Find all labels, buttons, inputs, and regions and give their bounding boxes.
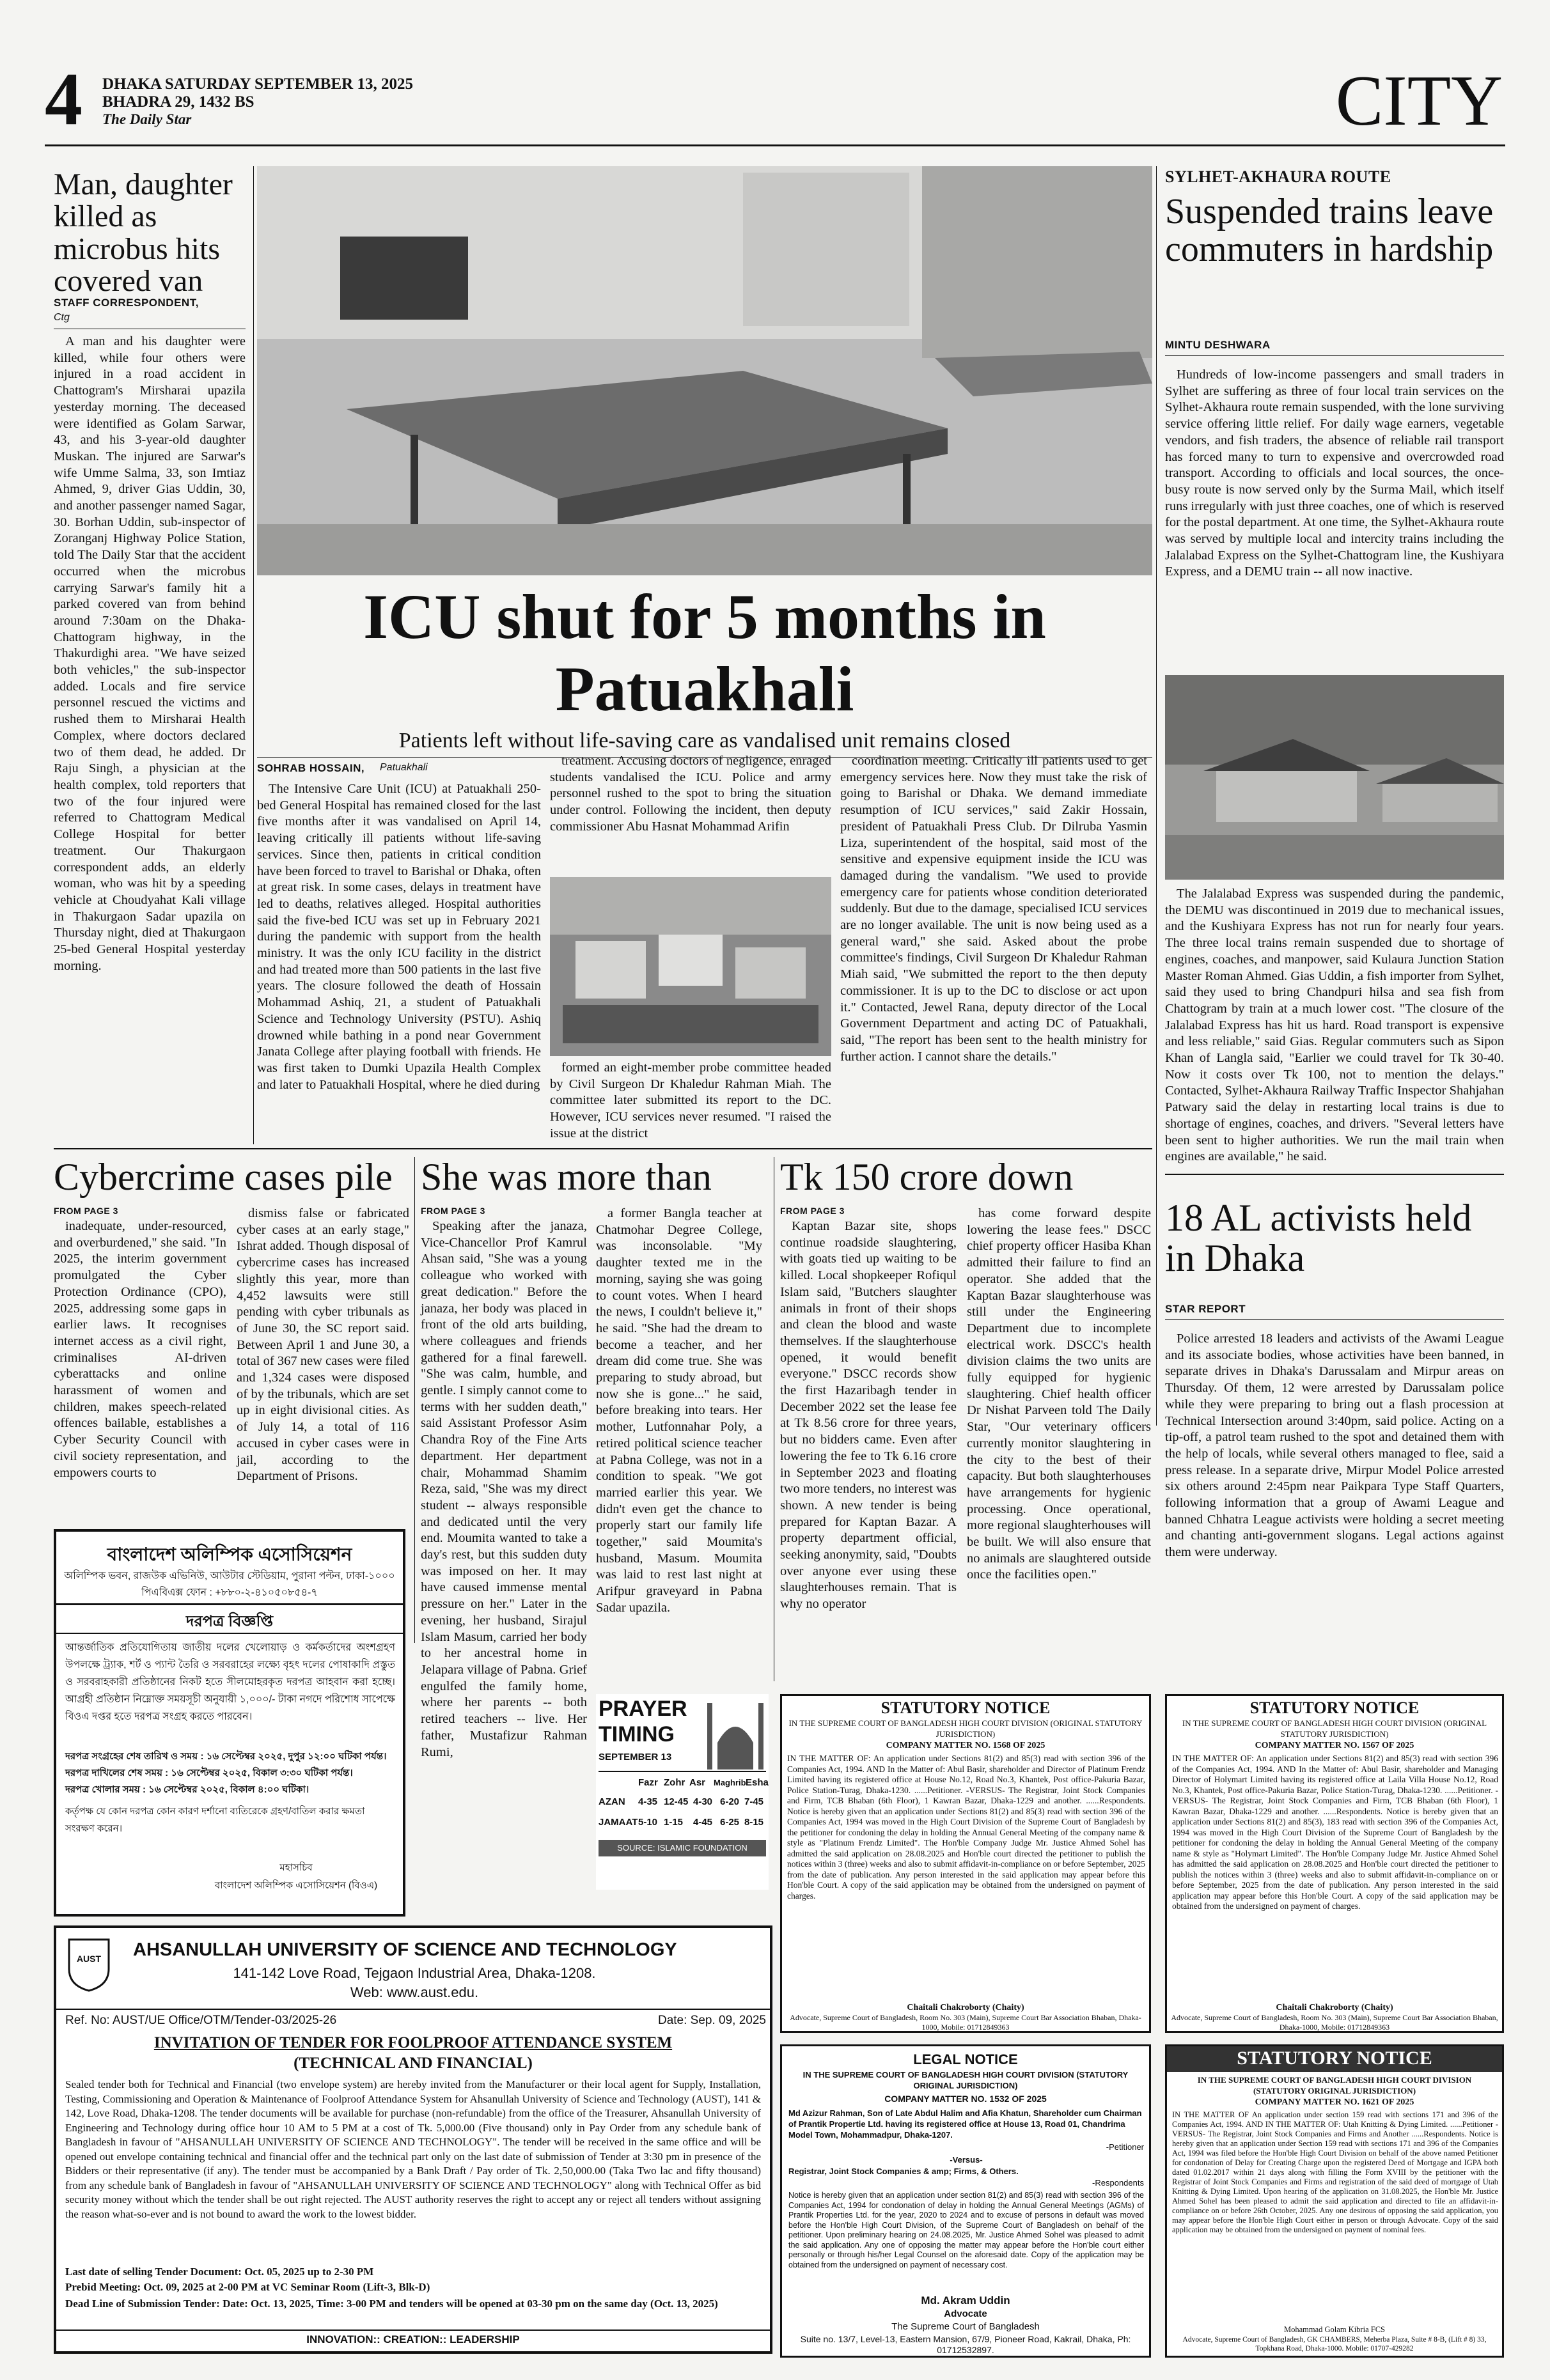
al-byline: STAR REPORT bbox=[1165, 1303, 1246, 1315]
aust-date: Date: Sep. 09, 2025 bbox=[657, 2014, 766, 2027]
she-col1: Speaking after the janaza, Vice-Chancellor Prof Kamrul Ahsan said, "She was a young colleague who worked with great dedication." Before the janaza, her body was placed in front of the old arts building, where colleagues and friends gathered for a final farewell. "She was calm, humble, and gentle. I simply cannot come to terms with her sudden death," said Assistant Professor Asim Chandra Roy of the Fine Arts department. Her department chair, Mohammad Shamim Reza, said, "She was my direct student -- always responsible and dedicated until the very end. Moumita wanted to take a day's rest, but this sudden duty was imposed on her. It may have caused immense mental pressure on her." Later in the evening, her husband, Sirajul Islam Masum, carried her body to her ancestral home in Jelapara village of Pabna. Grief engulfed the family home, where her parents -- both retired teachers -- live. Her father, Mustafizur Rahman Rumi, bbox=[421, 1219, 587, 1759]
al-headline: 18 AL activists held in Dhaka bbox=[1165, 1197, 1472, 1279]
prayer-cell: 4-30 bbox=[693, 1796, 713, 1807]
van-place: Ctg bbox=[54, 312, 70, 323]
prayer-cell: 8-15 bbox=[744, 1817, 764, 1828]
prayer-title2: TIMING bbox=[599, 1722, 675, 1746]
mosque-icon bbox=[705, 1698, 766, 1769]
notice2-desig: Advocate, Supreme Court of Bangladesh, Room No. 303 (Main), Supreme Court Bar Association Bhaban, Dhaka-1000, Mobile: 01712849363 bbox=[1171, 2013, 1498, 2032]
legal-signer: Md. Akram Uddin bbox=[921, 2294, 1010, 2306]
icu-headline: ICU shut for 5 months in Patuakhali bbox=[363, 581, 1046, 724]
prayer-date: SEPTEMBER 13 bbox=[599, 1752, 672, 1762]
page-number: 4 bbox=[45, 57, 82, 141]
olympic-line1: দরপত্র সংগ্রহের শেষ তারিখ ও সময় : ১৬ সেপ্টেম্বর ২০২৫, দুপুর ১২:০০ ঘটিকা পর্যন্ত। bbox=[65, 1751, 387, 1762]
aust-tender-ad bbox=[54, 1925, 772, 2354]
aust-ref: Ref. No: AUST/UE Office/OTM/Tender-03/2025-26 bbox=[65, 2014, 337, 2027]
legal-respondents: -Respondents bbox=[1092, 2178, 1144, 2188]
cyber-headline: Cybercrime cases pile bbox=[54, 1156, 393, 1198]
notice2-title: STATUTORY NOTICE bbox=[1249, 1699, 1420, 1717]
icu-beds-illustration bbox=[257, 166, 1152, 575]
aust-rule bbox=[56, 2009, 770, 2010]
prayer-row-jamaat bbox=[599, 1817, 766, 1832]
she-from: FROM PAGE 3 bbox=[421, 1206, 485, 1216]
prayer-rule bbox=[599, 1771, 766, 1772]
van-body: A man and his daughter were killed, while four others were injured in a road accident in Chattogram's Mirsharai upazila yesterday morning. The deceased were identified as Golam Sarwar, 43, and his 3-year-old daughter Muskan. The injured are Sarwar's wife Umme Salma, 33, son Imtiaz Ahmed, 9, driver Gias Uddin, 30, and another passenger named Sagar, 30. Borhan Uddin, sub-inspector of Zoranganj Highway Police Station, told The Daily Star that the accident occurred when the microbus carrying Sarwar's family hit a parked covered van from behind around 7:30am on the Dhaka-Chattogram highway, in the Thakurdighi area. "We have seized both vehicles," the sub-inspector added. Locals and fire service personnel rescued the victims and rushed them to Mirsharai Health Complex, where doctors declared two of them dead, he added. Dr Raju Singh, a physician at the health complex, told reporters that two of the four injured were referred to Chattogram Medical College Hospital for better treatment. Our Thakurgaon correspondent adds, an elderly woman, who was hit by a speeding vehicle at Choudyahat Kali village in Thakurgaon Sadar upazila on Thursday night, died at Thakurgaon 25-bed General Hospital yesterday morning. bbox=[54, 334, 246, 973]
aust-name: AHSANULLAH UNIVERSITY OF SCIENCE AND TECHNOLOGY bbox=[133, 1940, 677, 1960]
prayer-header-fazr: Fazr bbox=[638, 1777, 658, 1788]
masthead-rule bbox=[45, 144, 1505, 146]
legal-party2: Registrar, Joint Stock Companies & amp; Firms, & Others. bbox=[788, 2166, 1019, 2176]
prayer-header-asr: Asr bbox=[689, 1777, 706, 1788]
notice2-body: IN THE MATTER OF: An application under Sections 81(2) and 85(3) read with section 396 of the Companies Act, 1994. AND In the Matter of: Abul Basir, shareholder and Managing Director of Holymart Limited having its registered office at Laila Villa House No.12, Road No.3, Khantek, Post office-Pakuria Bazar, Police Station-Turag, Dhaka-1230. ......Petitioner. -VERSUS- The Registrar, Joint Stock Companies and Firm, TCB Bhaban (6th Floor), 1 Kawran Bazar, Dhaka-1229 and another. ......Respondents. Notice is hereby given that an application under Sections 81(2) and 85(3), 183 read with section 396 of the Companies Act, 1994 was moved in the High Court Division of the Supreme Court of Bangladesh by the petitioner for condoning the delay in holding the Annual General Meeting of the company name & style as "Holymart Limited". The Hon'ble Company Judge Mr. Justice Ahmed Sohel has admitted the said application on 28.08.2025 and Hon'ble court directed the petitioner to publish the notices within 3 (three) weeks and also to submit affidavit-in-compliance on or before September, 2025 from the date of publication. Any person interested in the said application may appear before this Hon'ble Court. A copy of the said application may be obtained from the undersigned on payment of charges. bbox=[1172, 1754, 1498, 1911]
notice3-desig: Advocate, Supreme Court of Bangladesh, GK CHAMBERS, Meherba Plaza, Suite # 8-B, (Lift # 8) 33, Topkhana Road, Dhaka-1000. Mobile: 01707-429282 bbox=[1182, 2336, 1487, 2353]
al-rule bbox=[1165, 1174, 1504, 1175]
olympic-rule-2 bbox=[56, 1633, 403, 1634]
statutory-notice-2 bbox=[1165, 1694, 1504, 2033]
aust-address: 141-142 Love Road, Tejgaon Industrial Area, Dhaka-1208. bbox=[233, 1965, 596, 1981]
cyber-col2: dismiss false or fabricated cyber cases at an early stage," Ishrat added. Though disposal of cybercrime cases has increased slightly this year, more than 4,452 lawsuits were still pending with cyber tribunals as of June 30, the SC report said. Between April 1 and June 30, a total of 367 new cases were filed and 1,324 cases were disposed of by the tribunals, which are set up in eight divisional cities. As of July 14, a total of 116 accused in cyber cases were in jail, according to the Department of Prisons. bbox=[237, 1206, 409, 1484]
col-divider-right bbox=[1156, 166, 1157, 1426]
legal-party1: Md Azizur Rahman, Son of Late Abdul Halim and Afia Khatun, Shareholder cum Chairman of Prantik Propertie Ltd. having its registered office at House 13, Road 01, Chandrima Model Town, Mohammadpur, Dhaka-1207. bbox=[788, 2108, 1142, 2140]
icu-col2: treatment. Accusing doctors of negligence, enraged students vandalised the ICU. Police and army personnel rushed to the spot to bring the situation under control. Following the incident, then deputy commissioner Abu Hasnat Mohammad Arifin bbox=[550, 754, 831, 834]
icu-col1: The Intensive Care Unit (ICU) at Patuakhali 250-bed General Hospital has remained closed for the last five months after it was vandalised on April 14, leaving critically ill patients without life-saving services. Since then, patients in critical condition have been forced to travel to Barishal or Dhaka, often at great risk. In some cases, delays in treatment have led to deaths, relatives alleged. Hospital authorities said the five-bed ICU was set up in February 2021 during the pandemic with support from the health ministry. It was the only ICU facility in the district and had treated more than 500 patients in the last five years. The closure followed the death of Hossain Mohammad Ashiq, 21, a student of Patuakhali Science and Technology University (PSTU). Ashiq drowned while bathing in a pond near Government Janata College after playing football with friends. He was first taken to Dumki Upazila Health Complex and later to Patuakhali Hospital, where he died during bbox=[257, 782, 541, 1092]
trains-body1: Hundreds of low-income passengers and small traders in Sylhet are suffering as three of four local train services on the Sylhet-Akhaura route remain suspended, with the lone surviving service offering little relief. For daily wage earners, vegetable vendors, and fish traders, the absence of reliable rail transport has forced many to turn to expensive and overcrowded road transport. According to officials and local sources, the once-busy route is now served only by the Surma Mail, which itself runs irregularly with just three coaches, one of which is reserved for the postal department. At one time, the Sylhet-Akhaura route was served by multiple local and intercity trains including the Jalalabad Express on the Sylhet-Chattogram line, the Kushiyara Express, and a DEMU train -- all now inactive. bbox=[1165, 368, 1504, 579]
legal-petitioner: -Petitioner bbox=[1106, 2142, 1144, 2152]
prayer-title1: PRAYER bbox=[599, 1697, 687, 1721]
legal-address: Suite no. 13/7, Level-13, Eastern Mansion, 67/9, Pioneer Road, Kakrail, Dhaka, Ph: 01712532897. bbox=[800, 2334, 1131, 2355]
tk-col1: Kaptan Bazar site, shops continue roadside slaughtering, with goats tied up waiting to be killed. Local shopkeeper Rofiqul Islam said, "Butchers slaughter animals in front of their shops and clean the blood and waste themselves. If the slaughterhouse opened, it would benefit everyone." DSCC records show the first Hazaribagh tender in December 2022 set the lease fee at Tk 8.56 crore for three years, but no bidders came. Even after lowering the fee to Tk 6.16 crore in September 2023 and floating two more tenders, no interest was shown. A new tender is being prepared for Kaptan Bazar. A property department official, seeking anonymity, said, "Doubts over anyone ever using these slaughterhouses remain. That is why no operator bbox=[780, 1219, 957, 1612]
aust-title2: (TECHNICAL AND FINANCIAL) bbox=[294, 2055, 533, 2072]
notice3-title: STATUTORY NOTICE bbox=[1237, 2048, 1432, 2069]
notice2-matter: COMPANY MATTER NO. 1567 OF 2025 bbox=[1255, 1741, 1414, 1750]
al-byline-rule bbox=[1165, 1319, 1504, 1320]
legal-matter: COMPANY MATTER NO. 1532 OF 2025 bbox=[884, 2094, 1047, 2104]
prayer-cell: 12-45 bbox=[664, 1796, 689, 1807]
tk-headline: Tk 150 crore down bbox=[780, 1156, 1074, 1198]
olympic-address: অলিম্পিক ভবন, রাজউক এভিনিউ, আউটার স্টেডিয়াম, পুরানা পল্টন, ঢাকা-১০০০ bbox=[64, 1571, 395, 1582]
statutory-notice-1 bbox=[780, 1694, 1151, 2033]
dateline: DHAKA SATURDAY SEPTEMBER 13, 2025 bbox=[102, 75, 413, 93]
legal-versus: -Versus- bbox=[950, 2155, 983, 2165]
notice1-signer: Chaitali Chakroborty (Chaity) bbox=[907, 2003, 1024, 2012]
section-title: CITY bbox=[1335, 61, 1503, 141]
notice1-desig: Advocate, Supreme Court of Bangladesh, Room No. 303 (Main), Supreme Court Bar Association Bhaban, Dhaka-1000, Mobile: 01712849363 bbox=[790, 2013, 1141, 2032]
van-byline: STAFF CORRESPONDENT, bbox=[54, 297, 199, 309]
prayer-cell: 6-25 bbox=[720, 1817, 740, 1828]
vandalised-equipment-photo bbox=[550, 877, 831, 1056]
equipment-illustration bbox=[550, 877, 831, 1056]
notice3-body: IN THE MATTER OF An application under section 159 read with sections 171 and 396 of the Companies Act, 1994. AND IN THE MATTER OF: Utah Knitting & Dying Limited. ......Petitioner -VERSUS- The Registrar, Joint Stock Companies and Firms and Another ......Respondents. Notice is hereby given that an application under Section 159 read with sections 171 and 396 of the Companies Act, 1994 was filed before the Hon'ble High Court Division on behalf of the above named Petitioner for condonation of Delay for Creating Charge upon the registered Deed of Mortgage and IGPA both dated 01.02.2017 within 21 days along with filling the Form XVIII by the petitioner with the Registrar of Joint Stock Companies and Firms and registration of the said deed of mortgage of Utah Knitting & Dying Limited. Upon hearing of the application on 31.08.2025, the Hon'ble Mr. Justice Ahmed Sohel has been pleased to admit the said application and directed to file an affidavit-in-compliance on or before 26th October, 2025. Any one desirous of opposing the said application, you may appear before the Hon'ble High Court either in person or through Advocate. Copy of the said application may be obtained from the undersigned on payment of nominal fees. bbox=[1172, 2110, 1498, 2234]
notice1-body: IN THE MATTER OF: An application under Sections 81(2) and 85(3) read with section 396 of the Companies Act, 1994. AND In the Matter of: Abul Basir, shareholder and Director of Platinum Frendz Limited having its registered office at House No.12, Road No.3, Khantek, Post office-Pakuria Bazar, Police Station-Turag, Dhaka-1230. ......Petitioner. -VERSUS- The Registrar, Joint Stock Companies and Firm, TCB Bhaban (6th Floor), 1 Kawran Bazar, Dhaka-1229 and another. ......Respondents. Notice is hereby given that an application under Sections 81(2) and 85(3) read with section 396 of the Companies Act, 1994 was moved in the High Court Division of the Supreme Court of Bangladesh by the petitioner for condoning the delay in holding the Annual General Meeting of the company name & style as "Platinum Frendz Limited". The Hon'ble Company Judge Mr. Justice Ahmed Sohel has admitted the said application on 28.08.2025 and Hon'ble court directed the petitioner to publish the notices within 3 (three) weeks and also to submit affidavit-in-compliance on or before September, 2025 from the date of publication. Any person interested in the said application may appear before this Hon'ble Court. A copy of the said application may be obtained from the undersigned on payment of charges. bbox=[787, 1754, 1145, 1901]
icu-col2b: formed an eight-member probe committee headed by Civil Surgeon Dr Khaledur Rahman Miah. The committee later submitted its report to the DC. However, ICU services never resumed. "I raised the issue at the district bbox=[550, 1061, 831, 1140]
prayer-header-row bbox=[599, 1777, 769, 1791]
tk-from: FROM PAGE 3 bbox=[780, 1206, 845, 1216]
prayer-header-esha: Esha bbox=[746, 1777, 769, 1788]
notice2-signer: Chaitali Chakroborty (Chaity) bbox=[1276, 2003, 1393, 2012]
prayer-header-maghrib: Maghrib bbox=[714, 1778, 746, 1787]
legal-title: LEGAL NOTICE bbox=[913, 2051, 1018, 2067]
icu-photo bbox=[257, 166, 1152, 575]
prayer-cell: 4-35 bbox=[638, 1796, 658, 1807]
aust-deadline-2: Prebid Meeting: Oct. 09, 2025 at 2-00 PM at VC Seminar Room (Lift-3, Blk-D) bbox=[65, 2281, 430, 2293]
prayer-cell: JAMAAT bbox=[599, 1817, 638, 1828]
icu-deck: Patients left without life-saving care as vandalised unit remains closed bbox=[398, 729, 1011, 752]
aust-web[interactable]: Web: www.aust.edu. bbox=[350, 1984, 479, 2000]
bangla-date: BHADRA 29, 1432 BS bbox=[102, 93, 254, 111]
prayer-cell: 4-45 bbox=[693, 1817, 713, 1828]
prayer-source: SOURCE: ISLAMIC FOUNDATION bbox=[599, 1840, 766, 1856]
prayer-cell: 1-15 bbox=[664, 1817, 684, 1828]
trains-headline: Suspended trains leave commuters in hardship bbox=[1165, 192, 1494, 269]
trains-byline-rule bbox=[1165, 355, 1504, 356]
legal-court: IN THE SUPREME COURT OF BANGLADESH HIGH COURT DIVISION (STATUTORY ORIGINAL JURISDICTION) bbox=[802, 2070, 1129, 2090]
olympic-line3: দরপত্র খোলার সময় : ১৬ সেপ্টেম্বর ২০২৫, বিকাল ৪:০০ ঘটিকা। bbox=[65, 1784, 309, 1795]
aust-motto: INNOVATION:: CREATION:: LEADERSHIP bbox=[306, 2333, 520, 2345]
olympic-heading: দরপত্র বিজ্ঞপ্তি bbox=[185, 1613, 274, 1630]
legal-org: The Supreme Court of Bangladesh bbox=[891, 2321, 1040, 2332]
station-photo bbox=[1165, 675, 1504, 880]
icu-byline: SOHRAB HOSSAIN, bbox=[257, 762, 365, 774]
aust-deadline-1: Last date of selling Tender Document: Oct. 05, 2025 up to 2-30 PM bbox=[65, 2266, 374, 2278]
statutory-notice-3 bbox=[1165, 2044, 1504, 2358]
olympic-title: বাংলাদেশ অলিম্পিক এসোসিয়েশন bbox=[107, 1544, 352, 1564]
lower-rule bbox=[54, 1148, 1152, 1149]
notice2-court: IN THE SUPREME COURT OF BANGLADESH HIGH COURT DIVISION (ORIGINAL STATUTORY JURISDICTION) bbox=[1182, 1718, 1487, 1739]
prayer-timing-box bbox=[596, 1694, 769, 1890]
aust-title1: INVITATION OF TENDER FOR FOOLPROOF ATTENDANCE SYSTEM bbox=[153, 2034, 673, 2051]
prayer-cell: 5-10 bbox=[638, 1817, 658, 1828]
legal-body: Notice is hereby given that an application under section 81(2) and 85(3) read with section 396 of the Companies Act, 1994 for condonation of delay in holding the Annual General Meetings (AGMs) of Prantik Properties Ltd. for the year, 2020 to 2024 and to excuse of persons in default was moved before the Hon'ble High Court Division, of the Supreme Court of Bangladesh on behalf of the petitioner. Upon preliminary hearing on 24.08.2025, Mr. Justice Ahmed Sohel was pleased to admit the said application. Any one of opposing the matter may appear before the Hon'ble court either personally or through his/her Legal Counsel on the aforesaid date. Copy of the application may be obtained from the undersigned on payment of necessary cost. bbox=[788, 2191, 1144, 2269]
prayer-row-azan bbox=[599, 1796, 766, 1812]
al-body: Police arrested 18 leaders and activists of the Awami League and its associate bodies, whose activities have been banned, in separate drives in Dhaka's Darussalam and Mirpur areas on Thursday. Of them, 12 were arrested by Darussalam police while they were preparing to bring out a flash procession at Technical Intersection around 3:40pm, said police. Acting on a tip-off, a patrol team rushed to the spot and detained them with the help of locals, while several others managed to flee, said a press release. In a separate drive, Mirpur Model Police arrested six others around 2:45pm near Paikpara Type Staff Quarters, following information that a group of Awami League and banned Chhatra League activists were holding a secret meeting and chanting anti-government slogans. Legal actions against them were underway. bbox=[1165, 1332, 1504, 1560]
trains-kicker: SYLHET-AKHAURA ROUTE bbox=[1165, 167, 1391, 186]
icu-place: Patuakhali bbox=[380, 762, 428, 773]
olympic-body: আন্তর্জাতিক প্রতিযোগিতায় জাতীয় দলের খেলোয়াড় ও কর্মকর্তাদের অংশগ্রহণ উপলক্ষে ট্র্যাক, শর্ট ও প্যান্ট তৈরি ও সরবরাহের লক্ষ্যে বৃহৎ দলের পোষাকাদি প্রস্তুত ও সরবরাহকারী প্রতিষ্ঠানের নিকট হতে সীলমোহরকৃত দরপত্র আহবান করা হচ্ছে। আগ্রহী প্রতিষ্ঠান নিম্নোক্ত সময়সূচী অনুযায়ী ১,০০০/- টাকা নগদে পরিশোধ সাপেক্ষে বিওএ দপ্তর হতে দরপত্র সংগ্রহ করতে পারবেন। bbox=[65, 1642, 395, 1722]
tk-col2: has come forward despite lowering the lease fees." DSCC chief property officer Hasiba Khan admitted their failure to find an operator. She added that the Kaptan Bazar slaughterhouse was still under the Engineering Department due to incomplete electrical work. DSCC's health division claims the two units are fully equipped for hygienic slaughtering. Chief health officer Dr Nishat Parveen told The Daily Star, "Our veterinary officers currently monitor slaughtering in the city to the best of their capacity. But both slaughterhouses have arrangements for hygienic processing. Once operational, more regional slaughterhouses will be built. We will also ensure that no animals are slaughtered outside once the facilities open." bbox=[967, 1206, 1151, 1582]
olympic-line2: দরপত্র দাখিলের শেষ সময় : ১৬ সেপ্টেম্বর ২০২৫, বিকাল ৩:৩০ ঘটিকা পর্যন্ত। bbox=[65, 1768, 353, 1778]
paper-logo: The Daily Star bbox=[102, 111, 192, 127]
legal-notice bbox=[780, 2044, 1151, 2358]
aust-deadline-3: Dead Line of Submission Tender: Date: Oct. 13, 2025, Time: 3-00 PM and tenders will be opened at 03-30 pm on the same day (Oct. 13, 2025) bbox=[65, 2298, 718, 2310]
legal-desig: Advocate bbox=[944, 2308, 987, 2319]
van-headline: Man, daughter killed as microbus hits covered van bbox=[54, 167, 233, 299]
aust-logo-text: AUST bbox=[76, 1954, 102, 1964]
icu-col3: coordination meeting. Critically ill patients used to get emergency services here. Now they must take the risk of going to Barishal or Dhaka. We demand immediate resumption of ICU services," said Zakir Hossain, president of Patuakhali Press Club. Dr Dilruba Yasmin Liza, superintendent of the hospital, said most of the sensitive and expensive equipment inside the ICU was damaged during the vandalism. "We used to provide emergency care for patients whose condition deteriorated suddenly. But due to the damage, specialised ICU services are no longer available. The unit is now being used as a general ward," she said. Asked about the probe committee's findings, Civil Surgeon Dr Khaledur Rahman Miah said, "We submitted the report to the then deputy commissioner. It is up to the DC to disclose or act upon it." Contacted, Jewel Rana, deputy director of the Local Government Department and acting DC of Patuakhali, said, "The report has been sent to the health ministry for further action. I cannot share the details." bbox=[840, 754, 1147, 1064]
olympic-note: কর্তৃপক্ষ যে কোন দরপত্র কোন কারণ দর্শানো ব্যতিরেকে গ্রহণ/বাতিল করার ক্ষমতা সংরক্ষণ করেন। bbox=[65, 1806, 365, 1834]
notice1-title: STATUTORY NOTICE bbox=[881, 1699, 1051, 1717]
notice3-title-bar bbox=[1167, 2046, 1502, 2072]
trains-byline: MINTU DESHWARA bbox=[1165, 339, 1271, 351]
prayer-cell: 7-45 bbox=[744, 1796, 764, 1807]
notice3-matter: COMPANY MATTER NO. 1621 OF 2025 bbox=[1255, 2097, 1414, 2107]
station-illustration bbox=[1165, 675, 1504, 880]
notice3-court: IN THE SUPREME COURT OF BANGLADESH HIGH COURT DIVISION (STATUTORY ORIGINAL JURISDICTION) bbox=[1197, 2075, 1472, 2096]
prayer-header-label bbox=[599, 1777, 638, 1791]
divider-cyber-she bbox=[414, 1157, 415, 1643]
notice1-court: IN THE SUPREME COURT OF BANGLADESH HIGH COURT DIVISION (ORIGINAL STATUTORY JURISDICTION) bbox=[788, 1718, 1143, 1739]
prayer-header-zohr: Zohr bbox=[664, 1777, 685, 1788]
notice3-signer: Mohammad Golam Kibria FCS bbox=[1284, 2325, 1385, 2334]
olympic-sign2: বাংলাদেশ অলিম্পিক এসোসিয়েশন (বিওএ) bbox=[214, 1880, 378, 1891]
cyber-from: FROM PAGE 3 bbox=[54, 1206, 118, 1216]
olympic-rule bbox=[56, 1603, 403, 1605]
prayer-cell: 6-20 bbox=[720, 1796, 740, 1807]
aust-rule-bottom bbox=[56, 2329, 770, 2331]
prayer-cell: AZAN bbox=[599, 1796, 625, 1807]
aust-body: Sealed tender both for Technical and Financial (two envelope system) are hereby invited from the Manufacturer or their local agent for Supply, Installation, Testing, Commissioning and Operation & Maintenance of Foolproof Attendance System for Ahsanullah University of Science and Technology (AUST), 141 & 142, Love Road, Dhaka-1208. The tender documents will be available for purchase (non-refundable) from the office of the Treasurer, Ahsanullah University of Engineering and Technology during office hour 10 AM to 5 PM at a cost of Tk. 5,000.00 (Five thousand) only in Pay Order from any schedule bank of Bangladesh in favour of "AHSANULLAH UNIVERSITY OF SCIENCE AND TECHNOLOGY". The tender will be received in the same office and will be opened out envelope containing technical and financial offer and the technical part only on the last date of submission of Tender at 3:30 pm in presence of the Bidders or their representative (if any). The tender must be accompanied by a Bank Draft / Pay order of Tk. 2,50,000.00 (Taka Two lac and fifty thousand) from any schedule bank of Bangladesh in favour of "AHSANULLAH UNIVERSITY OF SCIENCE AND TECHNOLOGY" along with Technical Offer as bid security money without which the tender shall be out right rejected. The AUST authority reserves the right to accept any or reject all tenders without assigning the reason what-so-ever and is not bound to award the work to the lowest bidder. bbox=[65, 2078, 761, 2220]
cyber-col1: inadequate, under-resourced, and overburdened," she said. "In 2025, the interim government promulgated the Cyber Protection Ordinance (CPO), 2025, addressing some gaps in earlier laws. It recognises internet access as a civil right, criminalises AI-driven cyberattacks and online harassment of women and children, makes speech-related offences bailable, establishes a Cyber Security Council with civil society representation, and empowers courts to bbox=[54, 1219, 226, 1480]
notice1-matter: COMPANY MATTER NO. 1568 OF 2025 bbox=[886, 1741, 1045, 1750]
trains-body2: The Jalalabad Express was suspended during the pandemic, the DEMU was discontinued in 2019 due to mechanical issues, and the Kushiyara Express has not run for nearly four years. The three local trains remain suspended due to shortage of engines, coaches, and manpower, said Kulaura Junction Station Master Roman Ahmed. Gias Uddin, a fish importer from Sylhet, said they used to bring Chandpuri hilsa and sea fish from Chattogram by train at a much lower cost. "The closure of the Jalalabad Express has hit us hard. Road transport is expensive and less reliable," said Gias. Regular commuters such as Sipon Khan of Langla said, "Earlier we could travel for Tk 30-40. Now it costs over Tk 100, not to mention the delays." Contacted, Sylhet-Akhaura Railway Traffic Inspector Shahjahan Patwary said the delay in restarting local trains is due to shortage of engines, coaches, and drivers. "Several letters have been sent to higher authorities. We run the mail train when engines are available," he said. bbox=[1165, 887, 1504, 1164]
col-divider-left bbox=[253, 166, 254, 1144]
she-headline: She was more than bbox=[421, 1156, 712, 1198]
olympic-tender-ad bbox=[54, 1529, 405, 1917]
olympic-phone: পিএবিএক্স ফোন : +৮৮০-২-৪১০৫০৮৫৪-৭ bbox=[141, 1587, 318, 1598]
she-col2: a former Bangla teacher at Chatmohar Degree College, was inconsolable. "My daughter texted me in the morning, saying she was going to count votes. When I heard the news, I couldn't believe it," he said. "She had the dream to become a teacher, and her dream did come true. She was preparing to study abroad, but now she is gone..." he said, before breaking into tears. Her mother, Lutfonnahar Poly, a retired political science teacher at Pabna College, was not in a condition to speak. "We got married earlier this year. We didn't even get the chance to properly start our family life together," said Moumita's husband, Masum. Moumita was laid to rest last night at Arifpur graveyard in Pabna Sadar upazila. bbox=[596, 1206, 762, 1615]
olympic-sign1: মহাসচিব bbox=[279, 1862, 313, 1873]
